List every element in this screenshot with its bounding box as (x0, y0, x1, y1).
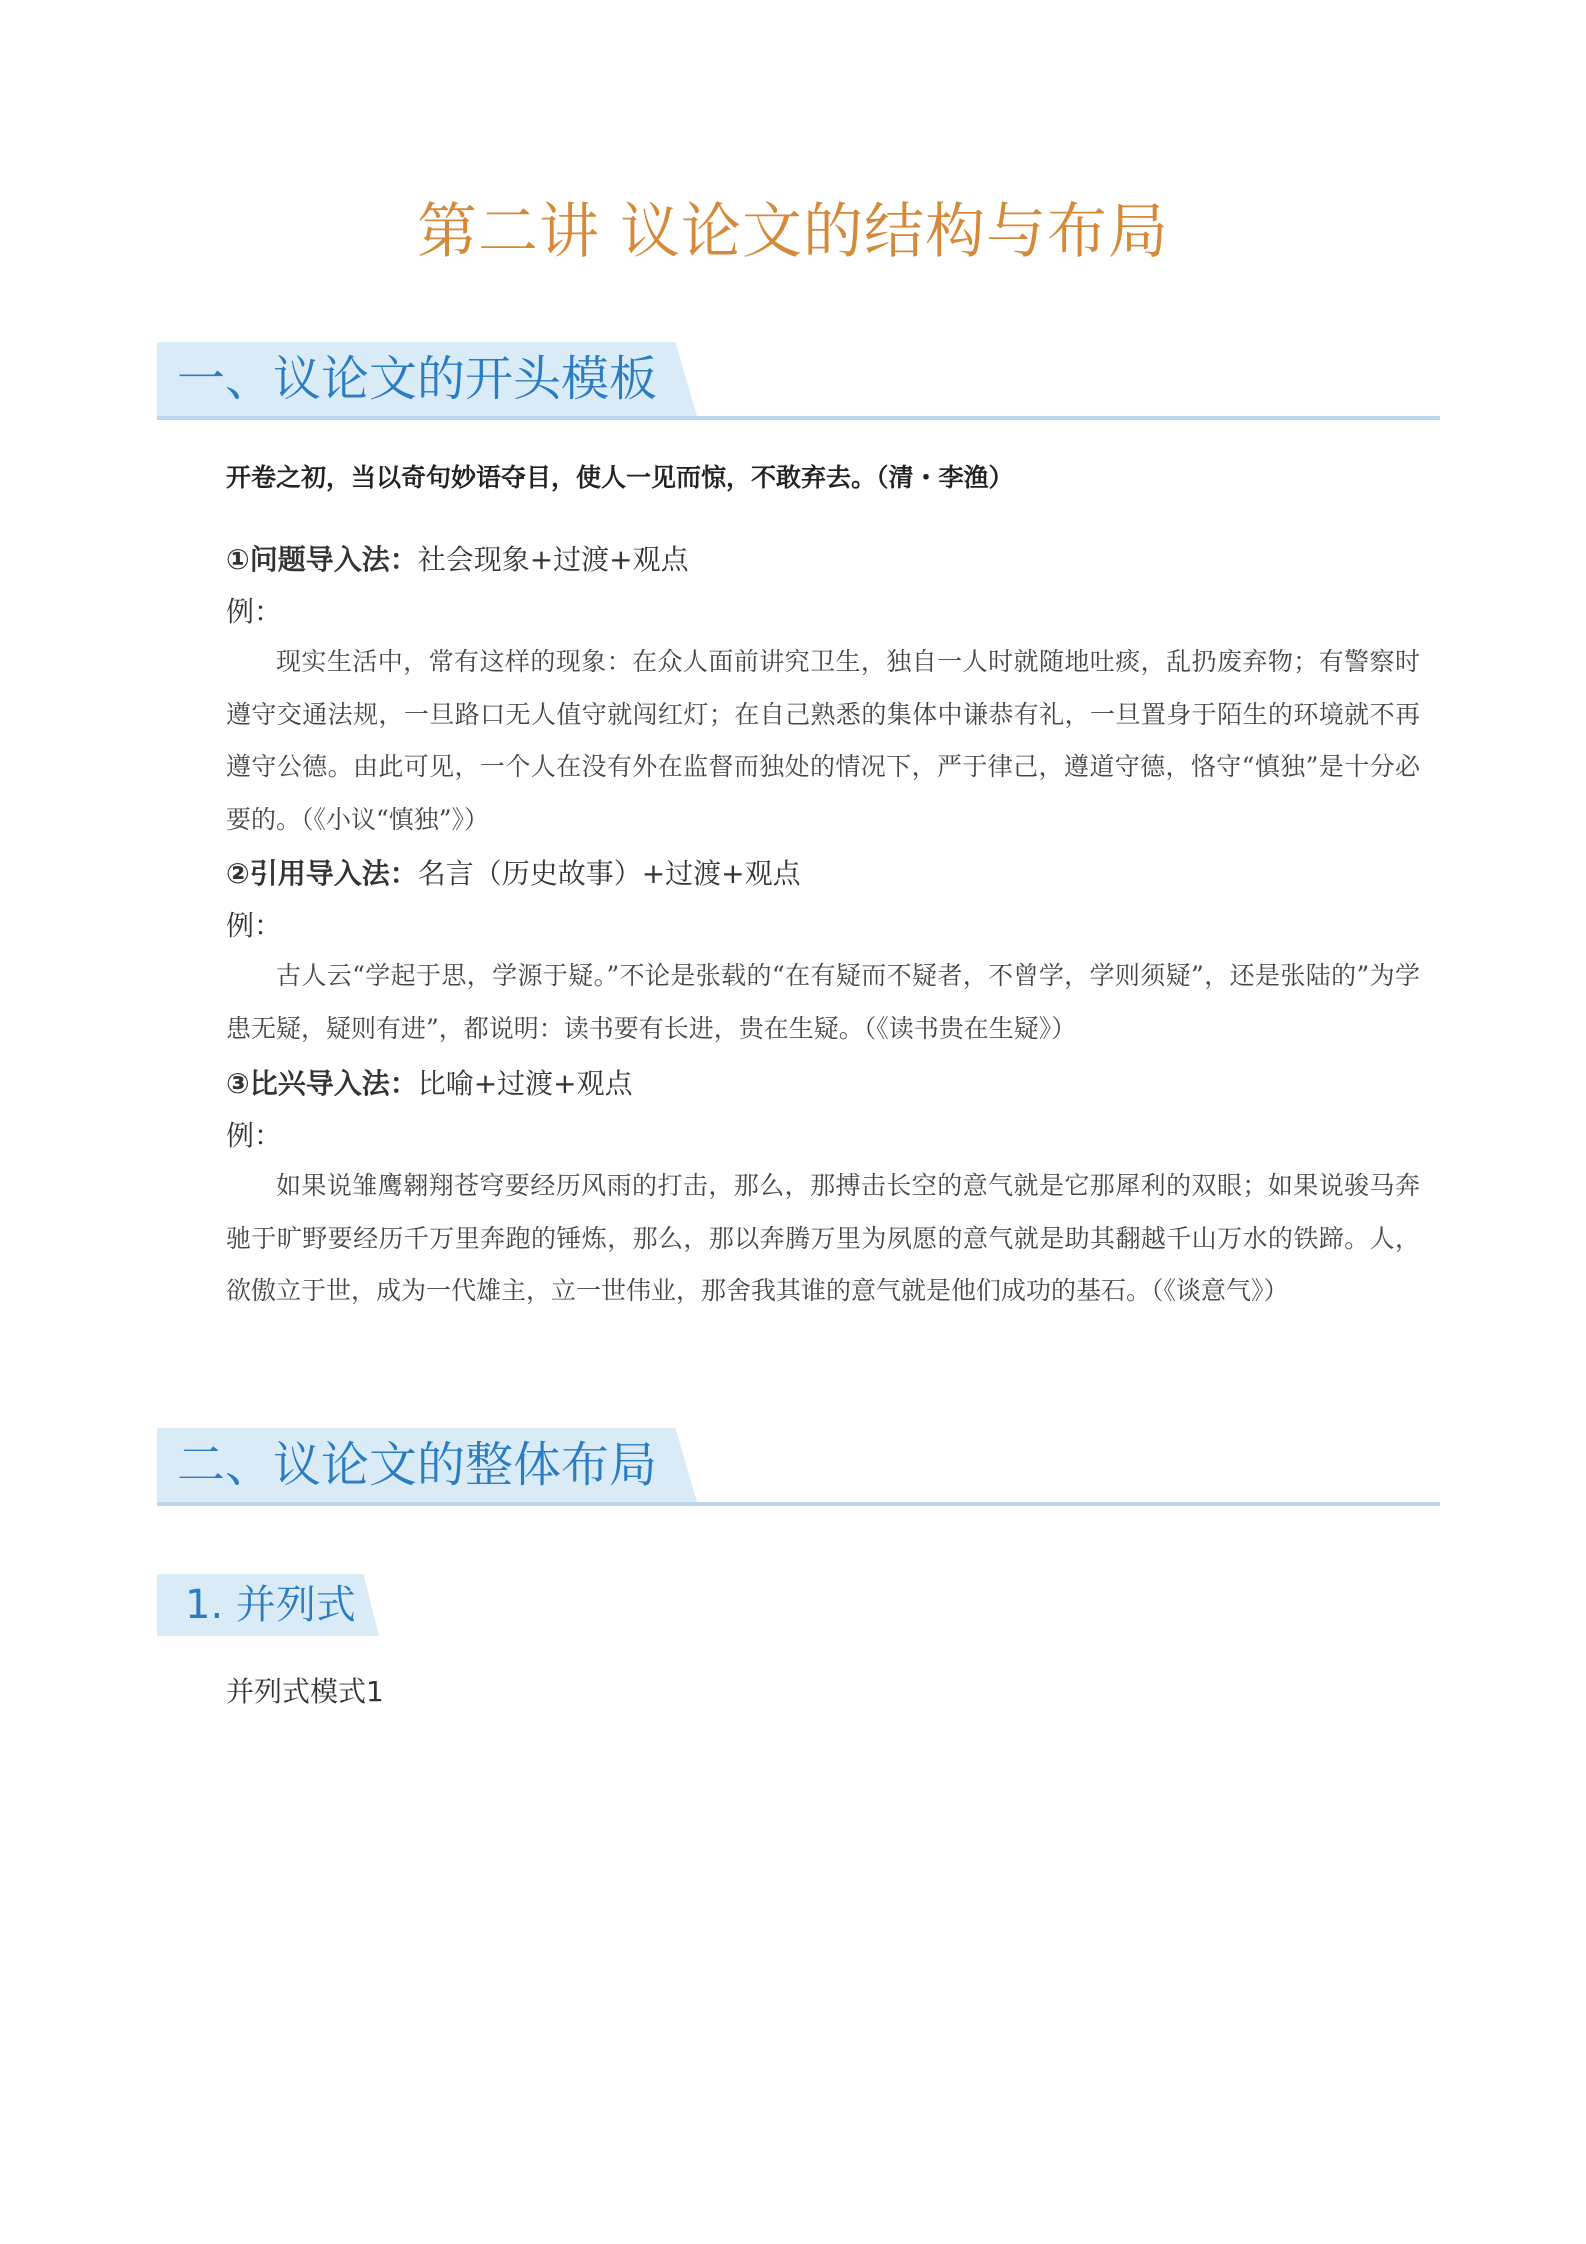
pattern-label: 并列式模式1 (226, 1675, 384, 1708)
subsection-heading: 1. 并列式 (185, 1582, 356, 1628)
method-name: ③比兴导入法： (226, 1067, 418, 1100)
page-title: 第二讲 议论文的结构与布局 (416, 197, 1170, 267)
section-heading: 一、议论文的开头模板 (177, 351, 658, 407)
example-paragraph: 古人云“学起于思，学源于疑。”不论是张载的“在有疑而不疑者，不曾学，学则须疑”，还是张陆的”为学患无疑，疑则有进”，都说明：读书要有长进，贵在生疑。（《读书贵在生疑》） (226, 961, 1420, 1043)
method-heading (226, 852, 801, 896)
section-heading: 二、议论文的整体布局 (177, 1437, 658, 1493)
section-header-layout (157, 1428, 1440, 1506)
method-formula: 比喻+过渡+观点 (417, 1067, 633, 1100)
example-paragraph: 如果说雏鹰翱翔苍穹要经历风雨的打击，那么，那搏击长空的意气就是它那犀利的双眼；如果说骏马奔驰于旷野要经历千万里奔跑的锤炼，那么，那以奔腾万里为夙愿的意气就是助其翻越千山万水的铁蹄。人，欲傲立于世，成为一代雄主，立一世伟业，那舍我其谁的意气就是他们成功的基石。（《谈意气》） (226, 1171, 1420, 1305)
example-label: 例： (226, 595, 283, 628)
subsection-header (157, 1574, 379, 1636)
example-label: 例： (226, 909, 283, 942)
method-name: ②引用导入法： (226, 857, 418, 890)
section-header-opening (157, 342, 1440, 420)
method-name: ①问题导入法： (226, 543, 418, 576)
example-label: 例： (226, 1119, 283, 1152)
method-heading (226, 1062, 633, 1106)
example-paragraph: 现实生活中，常有这样的现象：在众人面前讲究卫生，独自一人时就随地吐痰，乱扔废弃物；有警察时遵守交通法规，一旦路口无人值守就闯红灯；在自己熟悉的集体中谦恭有礼，一旦置身于陌生的环境就不再遵守公德。由此可见，一个人在没有外在监督而独处的情况下，严于律己，遵道守德，恪守“慎独”是十分必要的。（《小议“慎独”》） (226, 647, 1420, 834)
method-formula: 社会现象+过渡+观点 (417, 543, 689, 576)
epigraph-quote: 开卷之初，当以奇句妙语夺目，使人一见而惊，不敢弃去。（清・李渔） (226, 463, 1014, 492)
method-heading (226, 538, 689, 582)
method-formula: 名言（历史故事）+过渡+观点 (417, 857, 801, 890)
